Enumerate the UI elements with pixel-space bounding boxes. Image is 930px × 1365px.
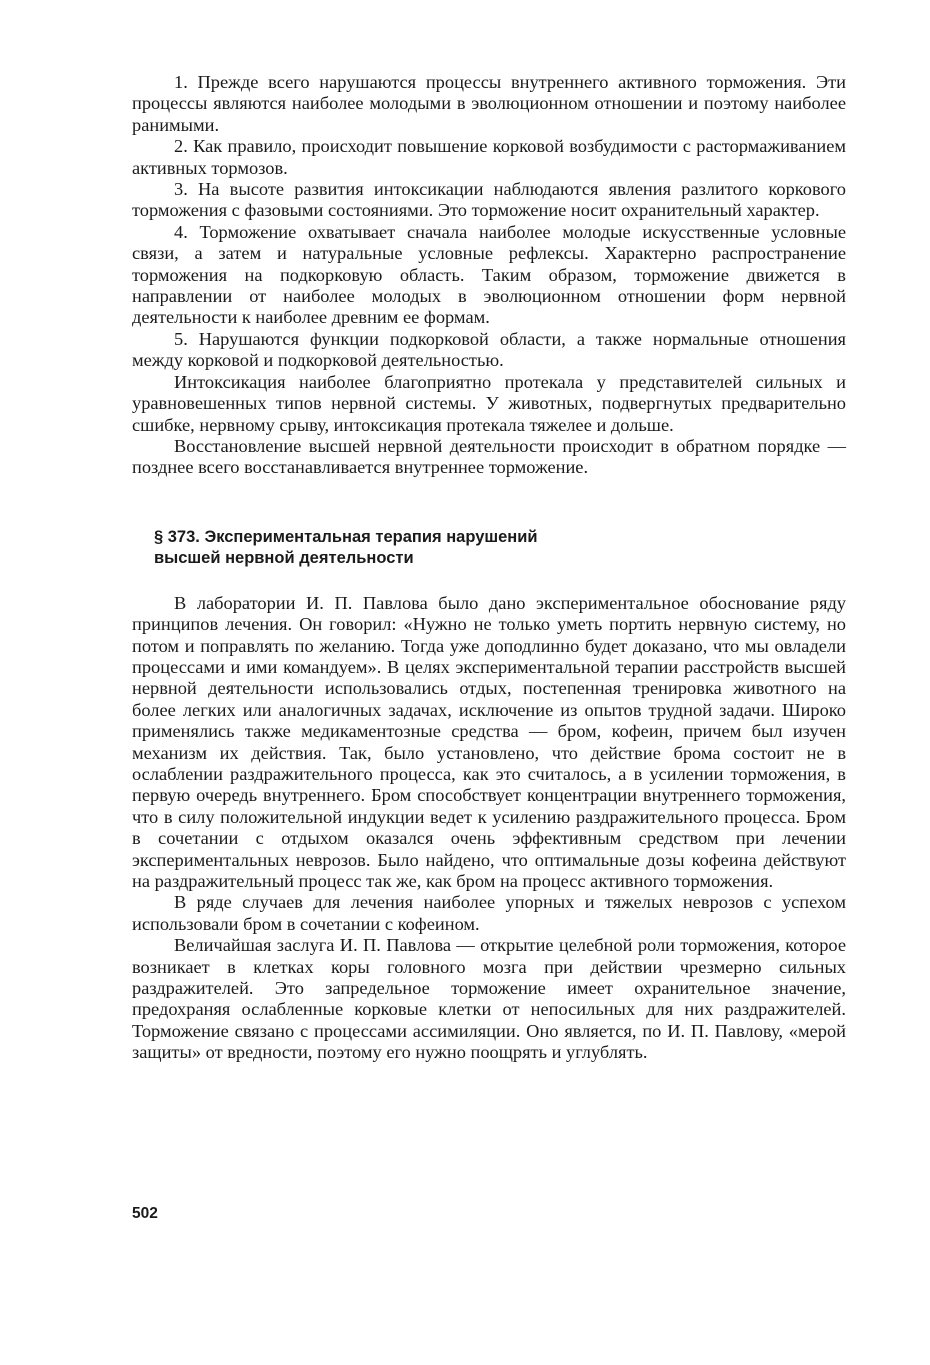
paragraph-item-1: 1. Прежде всего нарушаются процессы внутреннего активного торможения. Эти процессы являются наиболее молодыми в эволюционном отношении и поэтому наиболее ранимыми. <box>132 72 846 135</box>
section-heading <box>154 527 674 569</box>
paragraph-pavlov-merit: Величайшая заслуга И. П. Павлова — открытие целебной роли торможения, которое возникает в клетках коры головного мозга при действии чрезмерно сильных раздражителей. Это запредельное торможение имеет охранительное значение, предохраняя ослабленные корковые клетки от непосильных для них раздражителей. Торможение связано с процессами ассимиляции. Оно является, по И. П. Павлову, «мерой защиты» от вредности, поэтому его нужно поощрять и углублять. <box>132 935 846 1063</box>
paragraph-item-2: 2. Как правило, происходит повышение корковой возбудимости с растормаживанием активных тормозов. <box>132 136 846 178</box>
paragraph-intoxication: Интоксикация наиболее благоприятно протекала у представителей сильных и уравновешенных типов нервной системы. У животных, подвергнутых предварительно сшибке, нервному срыву, интоксикация протекала тяжелее и дольше. <box>132 371 846 435</box>
section-spacer <box>132 479 846 527</box>
paragraph-item-4: 4. Торможение охватывает сначала наиболее молодые искусственные условные связи, а затем и натуральные условные рефлексы. Характерно распространение торможения на подкорковую область. Таким образом, торможение движется в направлении от наиболее молодых в эволюционном отношении форм нервной деятельности к наиболее древним ее формам. <box>132 221 846 328</box>
paragraph-bromine-caffeine: В ряде случаев для лечения наиболее упорных и тяжелых неврозов с успехом использовали бром в сочетании с кофеином. <box>132 892 846 934</box>
paragraph-item-5: 5. Нарушаются функции подкорковой области, а также нормальные отношения между корковой и подкорковой деятельностью. <box>132 328 846 371</box>
paragraph-item-3: 3. На высоте развития интоксикации наблюдаются явления разлитого коркового торможения с фазовыми состояниями. Это торможение носит охранительный характер. <box>132 179 846 221</box>
paragraph-pavlov-lab: В лаборатории И. П. Павлова было дано экспериментальное обоснование ряду принципов лечения. Он говорил: «Нужно не только уметь портить нервную систему, но потом и поправлять по желанию. Тогда уже доподлинно будет доказано, что мы овладели процессами и ими командуем». В целях экспериментальной терапии расстройств высшей нервной деятельности использовались отдых, постепенная тренировка животного на более легких или аналогичных задачах, исключение из опытов трудной задачи. Широко применялись также медикаментозные средства — бром, кофеин, причем был изучен механизм их действия. Так, было установлено, что действие брома состоит не в ослаблении раздражительного процесса, как это считалось, а в усилении торможения, в первую очередь внутреннего. Бром способствует концентрации внутреннего торможения, что в силу положительной индукции ведет к усилению раздражительного процесса. Бром в сочетании с отдыхом оказался очень эффективным средством при лечении экспериментальных неврозов. Было найдено, что оптимальные дозы кофеина действуют на раздражительный процесс так же, как бром на процесс активного торможения. <box>132 592 846 891</box>
section-heading-line-2: высшей нервной деятельности <box>154 548 414 567</box>
page-text-block <box>132 72 846 1064</box>
page-number: 502 <box>132 1205 158 1222</box>
section-heading-line-1: § 373. Экспериментальная терапия нарушений <box>154 527 538 546</box>
paragraph-recovery: Восстановление высшей нервной деятельности происходит в обратном порядке — позднее всего восстанавливается внутреннее торможение. <box>132 435 846 478</box>
